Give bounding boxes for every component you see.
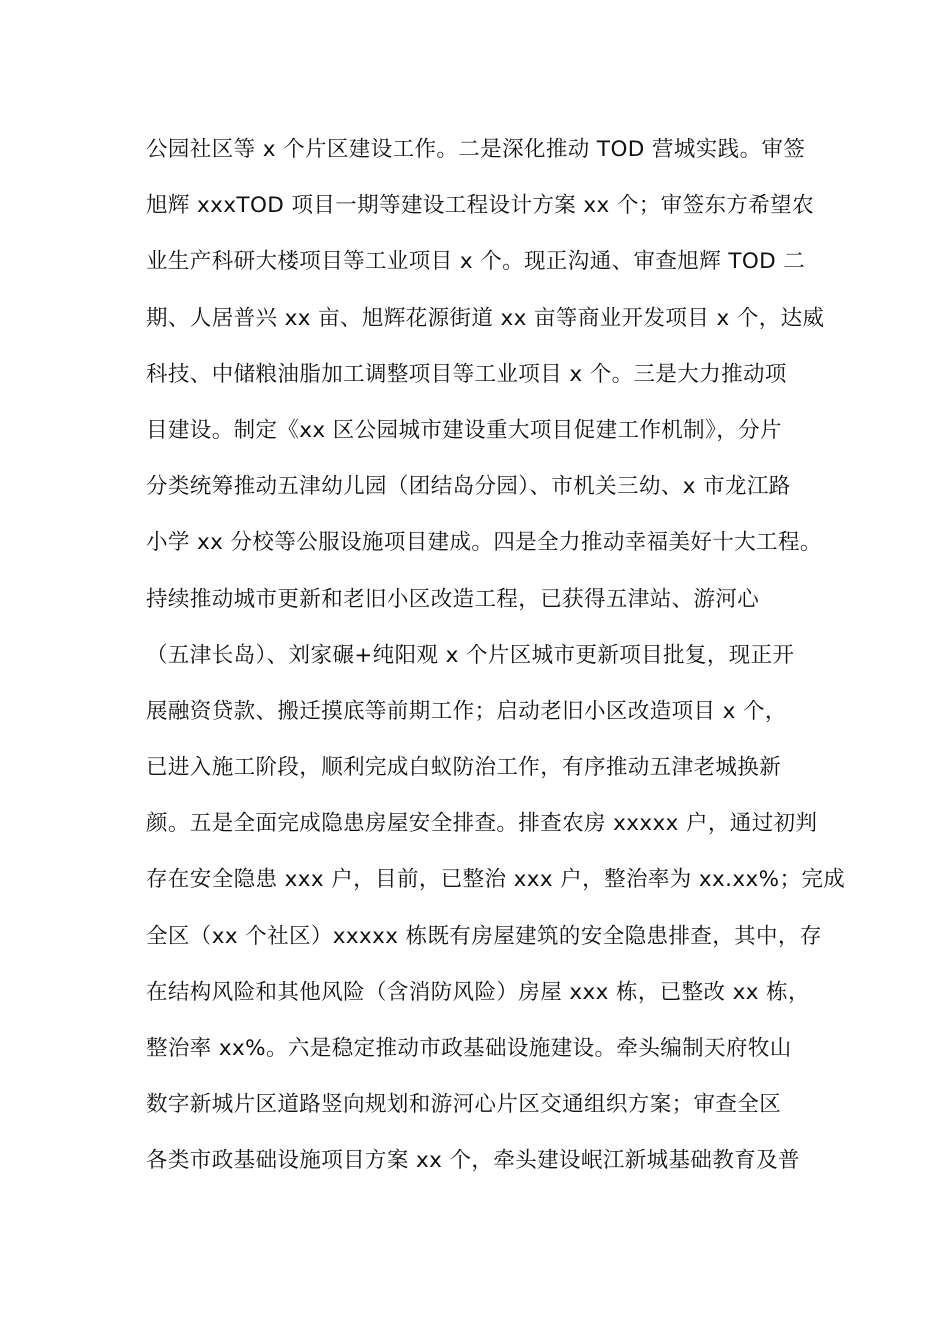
text-line-6: 目建设。制定《xx 区公园城市建设重大项目促建工作机制》，分片 (146, 417, 782, 443)
text-line-15: 全区（xx 个社区）xxxxx 栋既有房屋建筑的安全隐患排查，其中，存 (146, 923, 822, 949)
text-line-12: 已进入施工阶段，顺利完成白蚁防治工作，有序推动五津老城换新 (146, 755, 782, 781)
body-paragraph (146, 128, 846, 1196)
text-line-8: 小学 xx 分校等公服设施项目建成。四是全力推动幸福美好十大工程。 (146, 530, 822, 556)
text-line-14: 存在安全隐患 xxx 户，目前，已整治 xxx 户，整治率为 xx.xx%；完成 (146, 867, 846, 893)
text-line-18: 数字新城片区道路竖向规划和游河心片区交通组织方案；审查全区 (146, 1092, 782, 1118)
text-line-7: 分类统筹推动五津幼儿园（团结岛分园）、市机关三幼、x 市龙江路 (146, 474, 791, 500)
text-line-16: 在结构风险和其他风险（含消防风险）房屋 xxx 栋，已整改 xx 栋， (146, 979, 810, 1005)
text-line-4: 期、人居普兴 xx 亩、旭辉花源街道 xx 亩等商业开发项目 x 个，达威 (146, 305, 825, 331)
text-line-10: （五津长岛）、刘家碾+纯阳观 x 个片区城市更新项目批复，现正开 (146, 642, 795, 668)
text-line-17: 整治率 xx%。六是稳定推动市政基础设施建设。牵头编制天府牧山 (146, 1036, 792, 1061)
text-line-3: 业生产科研大楼项目等工业项目 x 个。现正沟通、审查旭辉 TOD 二 (146, 249, 806, 275)
text-line-5: 科技、中储粮油脂加工调整项目等工业项目 x 个。三是大力推动项 (146, 361, 787, 387)
text-line-1: 公园社区等 x 个片区建设工作。二是深化推动 TOD 营城实践。审签 (146, 137, 806, 162)
text-line-9: 持续推动城市更新和老旧小区改造工程，已获得五津站、游河心 (146, 586, 760, 612)
text-line-13: 颜。五是全面完成隐患房屋安全排查。排查农房 xxxxx 户，通过初判 (146, 811, 818, 837)
text-line-2: 旭辉 xxxTOD 项目一期等建设工程设计方案 xx 个；审签东方希望农 (146, 193, 814, 219)
text-line-19: 各类市政基础设施项目方案 xx 个，牵头建设岷江新城基础教育及普 (146, 1148, 800, 1174)
text-line-11: 展融资贷款、搬迁摸底等前期工作；启动老旧小区改造项目 x 个， (146, 698, 787, 724)
